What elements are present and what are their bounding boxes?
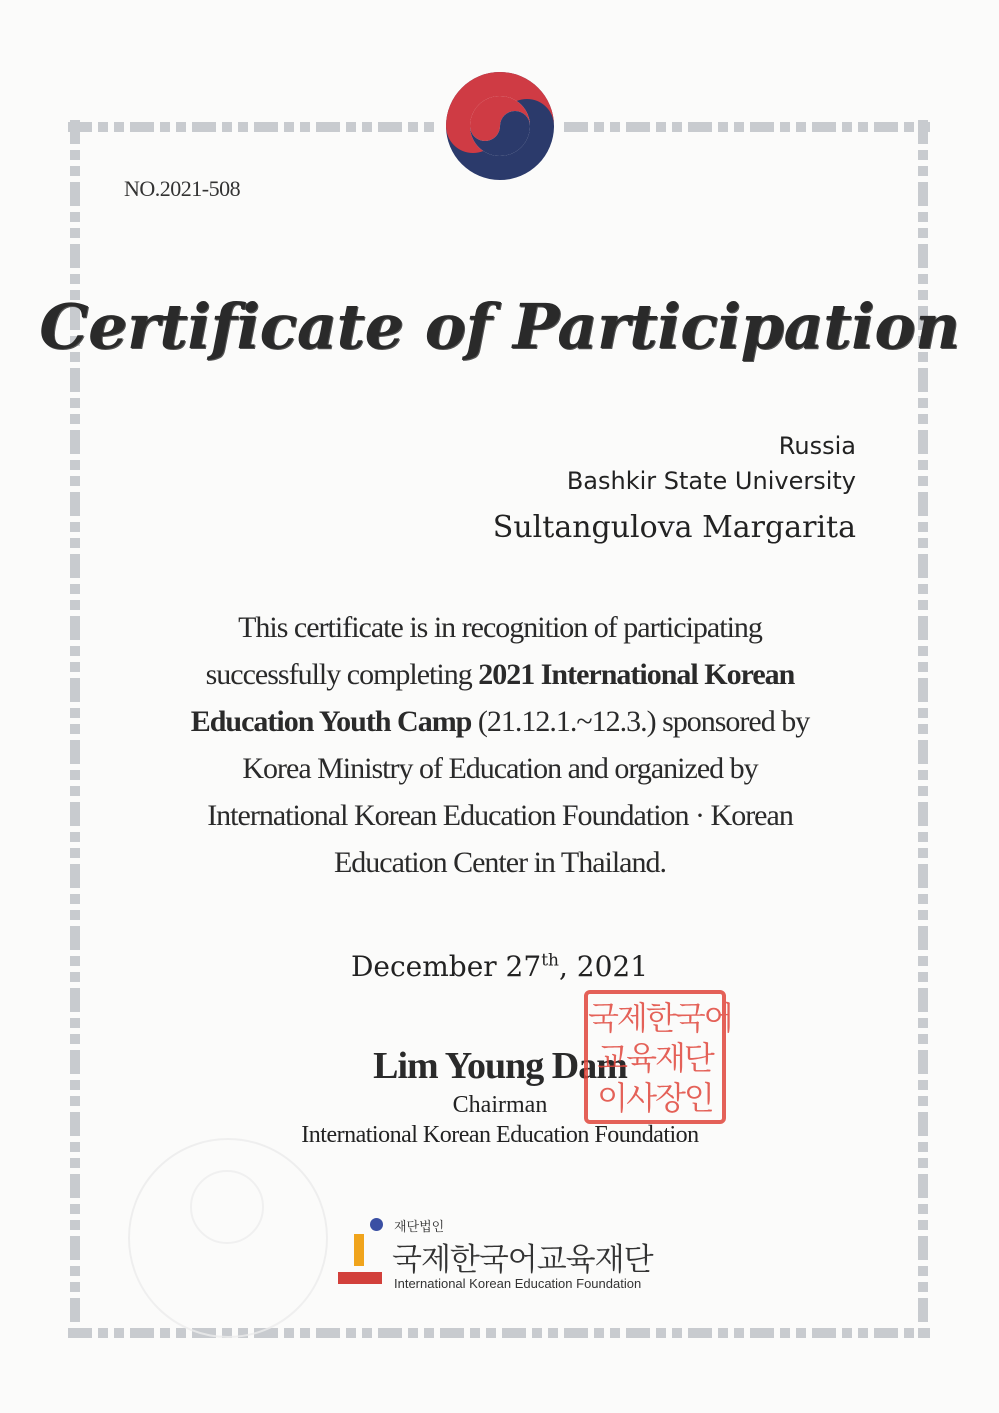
camp-name-cont: Education Youth Camp [190, 705, 472, 738]
certificate-body [150, 604, 850, 886]
date-year: , 2021 [558, 950, 649, 983]
logo-dot-icon [370, 1218, 383, 1231]
taegeuk-emblem-icon [440, 66, 560, 186]
date-suffix: th [541, 950, 559, 971]
issue-date [0, 950, 999, 983]
signer-role: Chairman [452, 1092, 548, 1118]
recipient-university: Bashkir State University [566, 467, 856, 495]
foundation-logo [334, 1214, 674, 1294]
body-text-span: successfully completing [205, 658, 479, 691]
recipient-name: Sultangulova Margarita [492, 510, 856, 545]
signer-name: Lim Young Dam [373, 1045, 627, 1087]
recipient-country: Russia [778, 432, 856, 460]
body-line: This certificate is in recognition of participating [238, 611, 762, 644]
body-line [150, 698, 850, 745]
body-line [150, 651, 850, 698]
logo-legal-type: 재단법인 [394, 1220, 445, 1235]
certificate-number: NO.2021-508 [124, 176, 241, 201]
body-text-span: (21.12.1.~12.3.) sponsored by [471, 705, 810, 738]
certificate-title: Certificate of Participation [39, 290, 960, 363]
embossed-seal-icon [128, 1138, 328, 1338]
body-line: Education Center in Thailand. [333, 846, 666, 879]
date-text: December 27 [350, 950, 542, 983]
seal-line: 이사장인 [597, 1079, 713, 1117]
body-line: Korea Ministry of Education and organized by [242, 752, 758, 785]
logo-english-name: International Korean Education Foundation [394, 1276, 642, 1291]
seal-line: 교육재단 [597, 1039, 713, 1077]
signer-organization: International Korean Education Foundation [301, 1122, 699, 1148]
logo-bar-icon [354, 1234, 364, 1266]
camp-name: 2021 International Korean [478, 658, 795, 691]
seal-line: 국제한국어 [588, 999, 733, 1037]
embossed-seal-inner [190, 1170, 264, 1244]
official-red-seal [584, 990, 733, 1124]
body-line: International Korean Education Foundation · Korean [207, 799, 793, 832]
logo-korean-name: 국제한국어교육재단 [392, 1242, 653, 1278]
logo-base-icon [338, 1272, 382, 1284]
